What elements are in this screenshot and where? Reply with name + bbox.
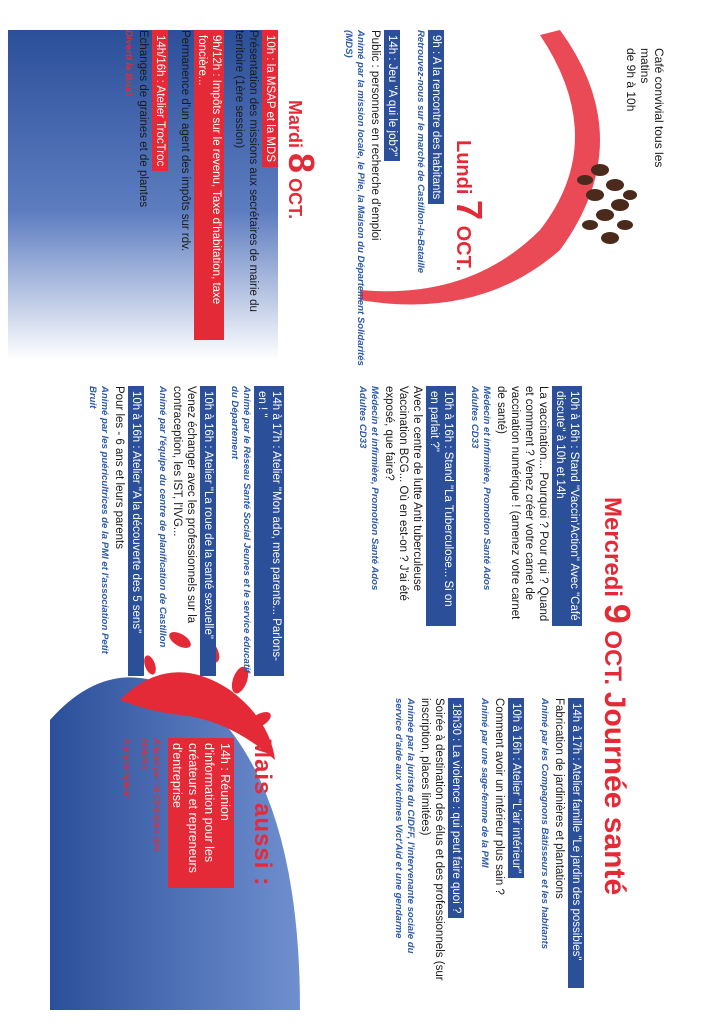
tuesday-title: [280, 100, 322, 219]
wednesday-c3-event-2-note: Animé par une sage-femme de la PMI: [479, 698, 490, 868]
wednesday-c2-event-3-body: Pour les - 6 ans et leurs parents: [113, 386, 125, 549]
wednesday-c2-event-3-tag: 10h à 16h : Atelier "A la découverte des 5 sens": [128, 386, 144, 676]
wednesday-c3-event-3-note: Animée par la juriste du CIDFF, l'intervenante sociale du service d'aide aux victimes Vict'Aid et une gendarme: [393, 698, 416, 954]
tuesday-event-3-tag: 14h/16h : Atelier TrocTroc: [152, 30, 168, 171]
aussi-event-note-2: Sur inscription: [121, 738, 132, 799]
tuesday-events: [110, 30, 280, 340]
tuesday-title-day: Mardi: [285, 100, 305, 149]
wednesday-title-day: Mercredi: [599, 497, 626, 598]
monday-title-number: 7: [449, 200, 490, 221]
cafe-note: [624, 48, 666, 198]
wednesday-title-number: 9: [597, 603, 638, 624]
monday-event-1-note: Retrouvez-nous sur le marché de Castillon-la-Bataille: [415, 30, 426, 274]
wednesday-c2-event-2-note: Animé par l'équipe du centre de planification de Castillon: [157, 386, 168, 648]
wednesday-c2-event-1-note: Animé par le Réseau Santé Social Jeunes et le service éducatif du Département: [229, 386, 252, 673]
monday-event-2-body: Public : personnes en recherche d'emploi: [369, 30, 381, 241]
tuesday-event-2-body: Permanence d'un agent des impôts sur rdv.: [179, 30, 191, 252]
monday-event-2: [336, 30, 402, 370]
tuesday-event-2: [176, 30, 224, 340]
wednesday-c3-event-1-body: Fabrication de jardinières et plantations: [553, 698, 565, 899]
monday-event-2-note: Animé par la mission locale, le Plie, la Maison du Département Solidarités (MDS): [343, 30, 366, 366]
wednesday-c1-event-2-note: Médecin et infirmière, Promotion Santé Ados Adultes CD33: [357, 386, 380, 591]
wednesday-c2-event-2-tag: 10h à 16h : Atelier "La roue de la santé sexuelle": [200, 386, 216, 676]
wednesday-c3-event-1: [532, 698, 584, 988]
wednesday-c3-event-2: [472, 698, 526, 988]
cafe-line-1: Café convivial tous les matins: [638, 48, 666, 168]
wednesday-c1-event-2-tag: 10h à 16h : Stand "La Tuberculose... Si on en parlait ?": [426, 386, 456, 626]
tuesday-event-2-tag: 9h/12h : Impôts sur le revenu, Taxe d'habitation, taxe foncière...: [194, 30, 224, 340]
aussi-event-tag: 14h : Réunion d'information pour les créateurs et repreneurs d'entreprise: [168, 738, 234, 888]
tuesday-event-1-body: Présentation des missions aux secrétaires de mairie du territoire (1ère session): [233, 30, 259, 312]
monday-title-day: Lundi: [452, 140, 474, 195]
tuesday-event-1: [230, 30, 280, 340]
monday-event-2-tag: 14h : Jeu "A qui le job?": [384, 30, 400, 161]
tuesday-title-number: 8: [281, 153, 322, 174]
wednesday-c3-event-3-tag: 18h30 : La violence : qui peut faire quoi ?: [448, 698, 464, 918]
wednesday-title-month: OCT.: [599, 630, 626, 686]
wednesday-c3-event-1-tag: 14h à 17h : Atelier famille "Le jardin des possibles": [568, 698, 584, 988]
wednesday-c1-event-2-body: Avec le centre de lutte Anti tuberculeuse Vaccination BCG... Où en est-on ? J'ai été exposé, que faire?: [383, 386, 423, 601]
wednesday-c1-event-1-note: Médecin et infirmière, Promotion Santé Ados Adultes CD33: [469, 386, 492, 591]
monday-event-1-tag: 9h : A la rencontre des habitants: [428, 30, 444, 204]
wednesday-c3-event-2-tag: 10h à 16h : Atelier "L'air intérieur": [508, 698, 524, 878]
wednesday-title: [596, 497, 638, 895]
monday-title: [448, 140, 490, 271]
monday-title-month: OCT.: [452, 225, 474, 272]
aussi-section: [114, 738, 276, 998]
tuesday-title-month: OCT.: [285, 178, 305, 220]
wednesday-title-theme: Journée santé: [598, 691, 631, 896]
tuesday-event-3-note: Diverti la Bruit: [123, 30, 134, 96]
aussi-title: Mais aussi :: [249, 738, 276, 887]
wednesday-c2-event-1-tag: 14h à 17h : Atelier "Mon ado, mes parents... Parlons-en ! ": [254, 386, 284, 676]
aussi-event-note-1: Animé par la Chambre des Métiers.: [139, 738, 162, 853]
wednesday-c3-event-3-body: Soirée à destination des élus et des professionnels (sur inscription, places limitées): [419, 698, 445, 981]
wednesday-c1-event-2: [350, 386, 456, 626]
wednesday-c2-event-3-note: Animé par les puéricultrices de la PMI et l'association Petit Bruit: [87, 386, 110, 654]
tuesday-event-3: [116, 30, 170, 340]
tuesday-event-1-tag: 10h : la MSAP et la MDS: [262, 30, 278, 167]
wednesday-c2-event-2: [150, 386, 216, 676]
wednesday-c1-event-1: [462, 386, 582, 626]
tuesday-event-3-body: Echanges de graines et de plantes: [137, 30, 149, 208]
monday-events: [330, 30, 446, 370]
wednesday-c2-event-1: [222, 386, 284, 676]
aussi-event: [120, 738, 234, 888]
monday-event-1: [408, 30, 446, 370]
wednesday-c3-event-3: [386, 698, 466, 988]
wednesday-c3-event-1-note: Animé par les Compagnons Bâtisseurs et les habitants: [539, 698, 550, 950]
wednesday-c2-event-2-body: Venez échanger avec les professionnels sur la contraception, les IST, l'IVG...: [171, 386, 197, 624]
wednesday-c1-event-1-body: La vaccination... Pourquoi ? Pour qui ? Quand et comment ? Venez créer votre carnet de vaccination numérique ! (amenez votre carnet de santé): [495, 386, 549, 622]
wednesday-column-2: [74, 386, 284, 676]
wednesday-column-1: [344, 386, 582, 626]
wednesday-c2-event-3: [80, 386, 144, 676]
wednesday-column-3: [380, 698, 584, 988]
wednesday-c3-event-2-body: Comment avoir un intérieur plus sain ?: [493, 698, 505, 895]
cafe-line-2: de 9h à 10h: [624, 48, 638, 112]
wednesday-c1-event-1-tag: 10h à 16h : Stand "Vaccin'Action" Avec "Café discute" à 10h et 14h: [552, 386, 582, 626]
